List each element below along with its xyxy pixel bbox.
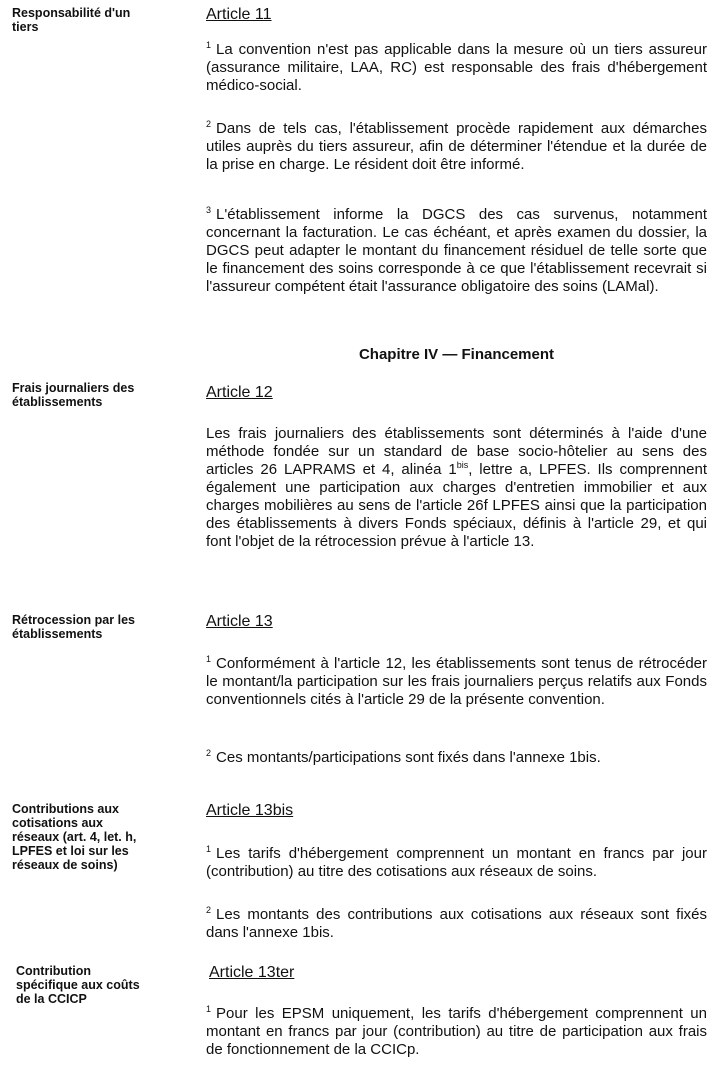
margin-note-frais-journaliers: Frais journaliers des établissements [12,381,135,409]
margin-note-contribution-ccicp: Contribution spécifique aux coûts de la CCICP [16,964,140,1006]
article-11-title: Article 11 [206,6,272,23]
article-12-para: Les frais journaliers des établissements sont déterminés à l'aide d'une méthode fondée sur un standard de base socio-hôtelier au sens des articles 26 LAPRAMS et 4, alinéa $1^{bis}$, lettre a, LPFES. Ils comprennent également une participation aux charges d'entretien immobilier et aux charges mobilières au sens de l'article 26f LPFES ainsi que la participation des établissements à divers Fonds spéciaux, définis à l'article 29, et qui font l'objet de la rétrocession prévue à l'article 13. [206,425,707,550]
margin-note-responsabilite: Responsabilité d'un tiers [12,6,131,34]
article-13ter-para-1: $^1$ Pour les EPSM uniquement, les tarifs d'hébergement comprennent un montant en francs par jour (contribution) au titre de participation aux frais de fonctionnement de la CCICp. [206,1004,707,1058]
article-11-para-1: $^1$ La convention n'est pas applicable dans la mesure où un tiers assureur (assurance militaire, LAA, RC) est responsable des frais d'hébergement médico-social. [206,40,707,94]
article-11-para-3: $^3$ L'établissement informe la DGCS des cas survenus, notamment concernant la facturation. Le cas échéant, et après examen du dossier, la DGCS peut adapter le montant du financement résiduel de telle sorte que le financement des soins corresponde à ce que l'établissement recevrait si l'assureur compétent était l'assurance obligatoire des soins (LAMal). [206,205,707,295]
article-13-title: Article 13 [206,613,273,630]
margin-note-retrocession: Rétrocession par les établissements [12,613,135,641]
margin-note-contributions: Contributions aux cotisations aux réseaux (art. 4, let. h, LPFES et loi sur les réseaux de soins) [12,802,137,872]
article-12-title: Article 12 [206,384,273,401]
article-13bis-title: Article 13bis [206,802,294,819]
article-13-para-1: $^1$ Conformément à l'article 12, les établissements sont tenus de rétrocéder le montant/la participation sur les frais journaliers perçus relatifs aux Fonds conventionnels cités à l'article 29 de la présente convention. [206,654,707,708]
article-13ter-title: Article 13ter [209,964,295,981]
article-11-para-2: $^2$ Dans de tels cas, l'établissement procède rapidement aux démarches utiles auprès du tiers assureur, afin de déterminer l'étendue et la durée de la prise en charge. Le résident doit être informé. [206,119,707,173]
article-13bis-para-2: $^2$ Les montants des contributions aux cotisations aux réseaux sont fixés dans l'annexe 1bis. [206,905,707,941]
article-13-para-2: $^2$ Ces montants/participations sont fixés dans l'annexe 1bis. [206,748,601,766]
chapter-heading: Chapitre IV — Financement [358,346,555,363]
article-13bis-para-1: $^1$ Les tarifs d'hébergement comprennent un montant en francs par jour (contribution) au titre des cotisations aux réseaux de soins. [206,844,707,880]
